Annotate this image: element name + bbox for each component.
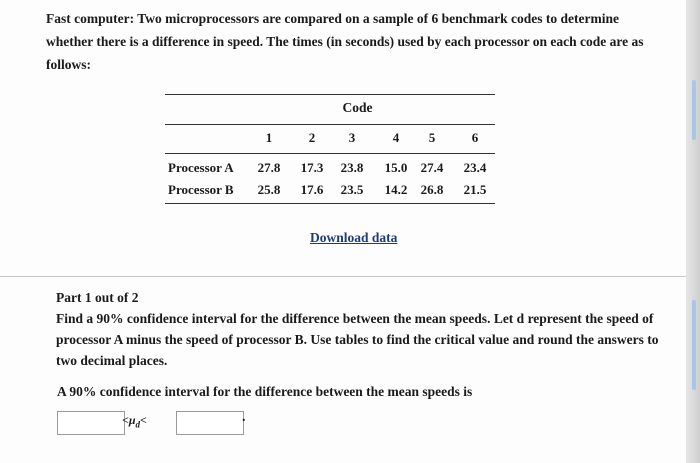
problem-statement [46, 7, 666, 76]
column-header-5: 5 [428, 130, 436, 145]
table-cell: 25.8 [257, 182, 281, 197]
column-header-2: 2 [308, 130, 316, 145]
table-rule-body [165, 153, 495, 154]
less-than-symbol: < [140, 413, 147, 427]
table-header-code: Code [342, 100, 373, 115]
table-cell: 27.8 [257, 160, 281, 175]
column-header-6: 6 [471, 130, 479, 145]
column-header-1: 1 [265, 130, 273, 145]
row-label-processor-a: Processor A [168, 160, 234, 175]
mu-subscript: d [135, 419, 141, 430]
table-rule-top [165, 94, 495, 95]
scrollbar-thumb[interactable] [692, 300, 696, 390]
lower-bound-input[interactable] [57, 411, 125, 435]
table-cell: 23.4 [463, 160, 487, 175]
column-header-4: 4 [392, 130, 400, 145]
part-section [56, 287, 666, 371]
table-cell: 26.8 [420, 182, 444, 197]
column-header-3: 3 [348, 130, 356, 145]
page-right-edge [686, 0, 700, 463]
problem-text: Two microprocessors are compared on a sample of 6 benchmark codes to determine whether there is a difference in speed. The times (in seconds) used by each processor on each code are as follows: [46, 11, 644, 72]
row-label-processor-b: Processor B [168, 182, 234, 197]
download-data-link[interactable]: Download data [310, 230, 398, 245]
period-mark: . [242, 410, 246, 425]
part-instructions: Find a 90% confidence interval for the difference between the mean speeds. Let d represent the speed of processor A minus the speed of processor B. Use tables to find the critical value and round the answers to two decimal places. [56, 311, 659, 368]
less-than-symbol: < [122, 413, 129, 427]
table-cell: 17.3 [300, 160, 324, 175]
mu-symbol: μ [128, 413, 136, 427]
table-rule-header [165, 124, 495, 125]
answer-prompt: A 90% confidence interval for the difference between the mean speeds is [57, 384, 473, 399]
upper-bound-input[interactable] [176, 411, 244, 435]
table-rule-bottom [165, 203, 495, 204]
table-cell: 23.8 [340, 160, 364, 175]
scrollbar-thumb[interactable] [692, 80, 696, 140]
table-cell: 23.5 [340, 182, 364, 197]
table-cell: 14.2 [384, 182, 408, 197]
problem-title: Fast computer: [46, 11, 135, 26]
table-cell: 17.6 [300, 182, 324, 197]
table-cell: 21.5 [463, 182, 487, 197]
table-cell: 15.0 [384, 160, 408, 175]
inequality-expression [122, 413, 147, 429]
part-label: Part 1 out of 2 [56, 290, 139, 305]
table-cell: 27.4 [420, 160, 444, 175]
section-divider [0, 276, 686, 277]
